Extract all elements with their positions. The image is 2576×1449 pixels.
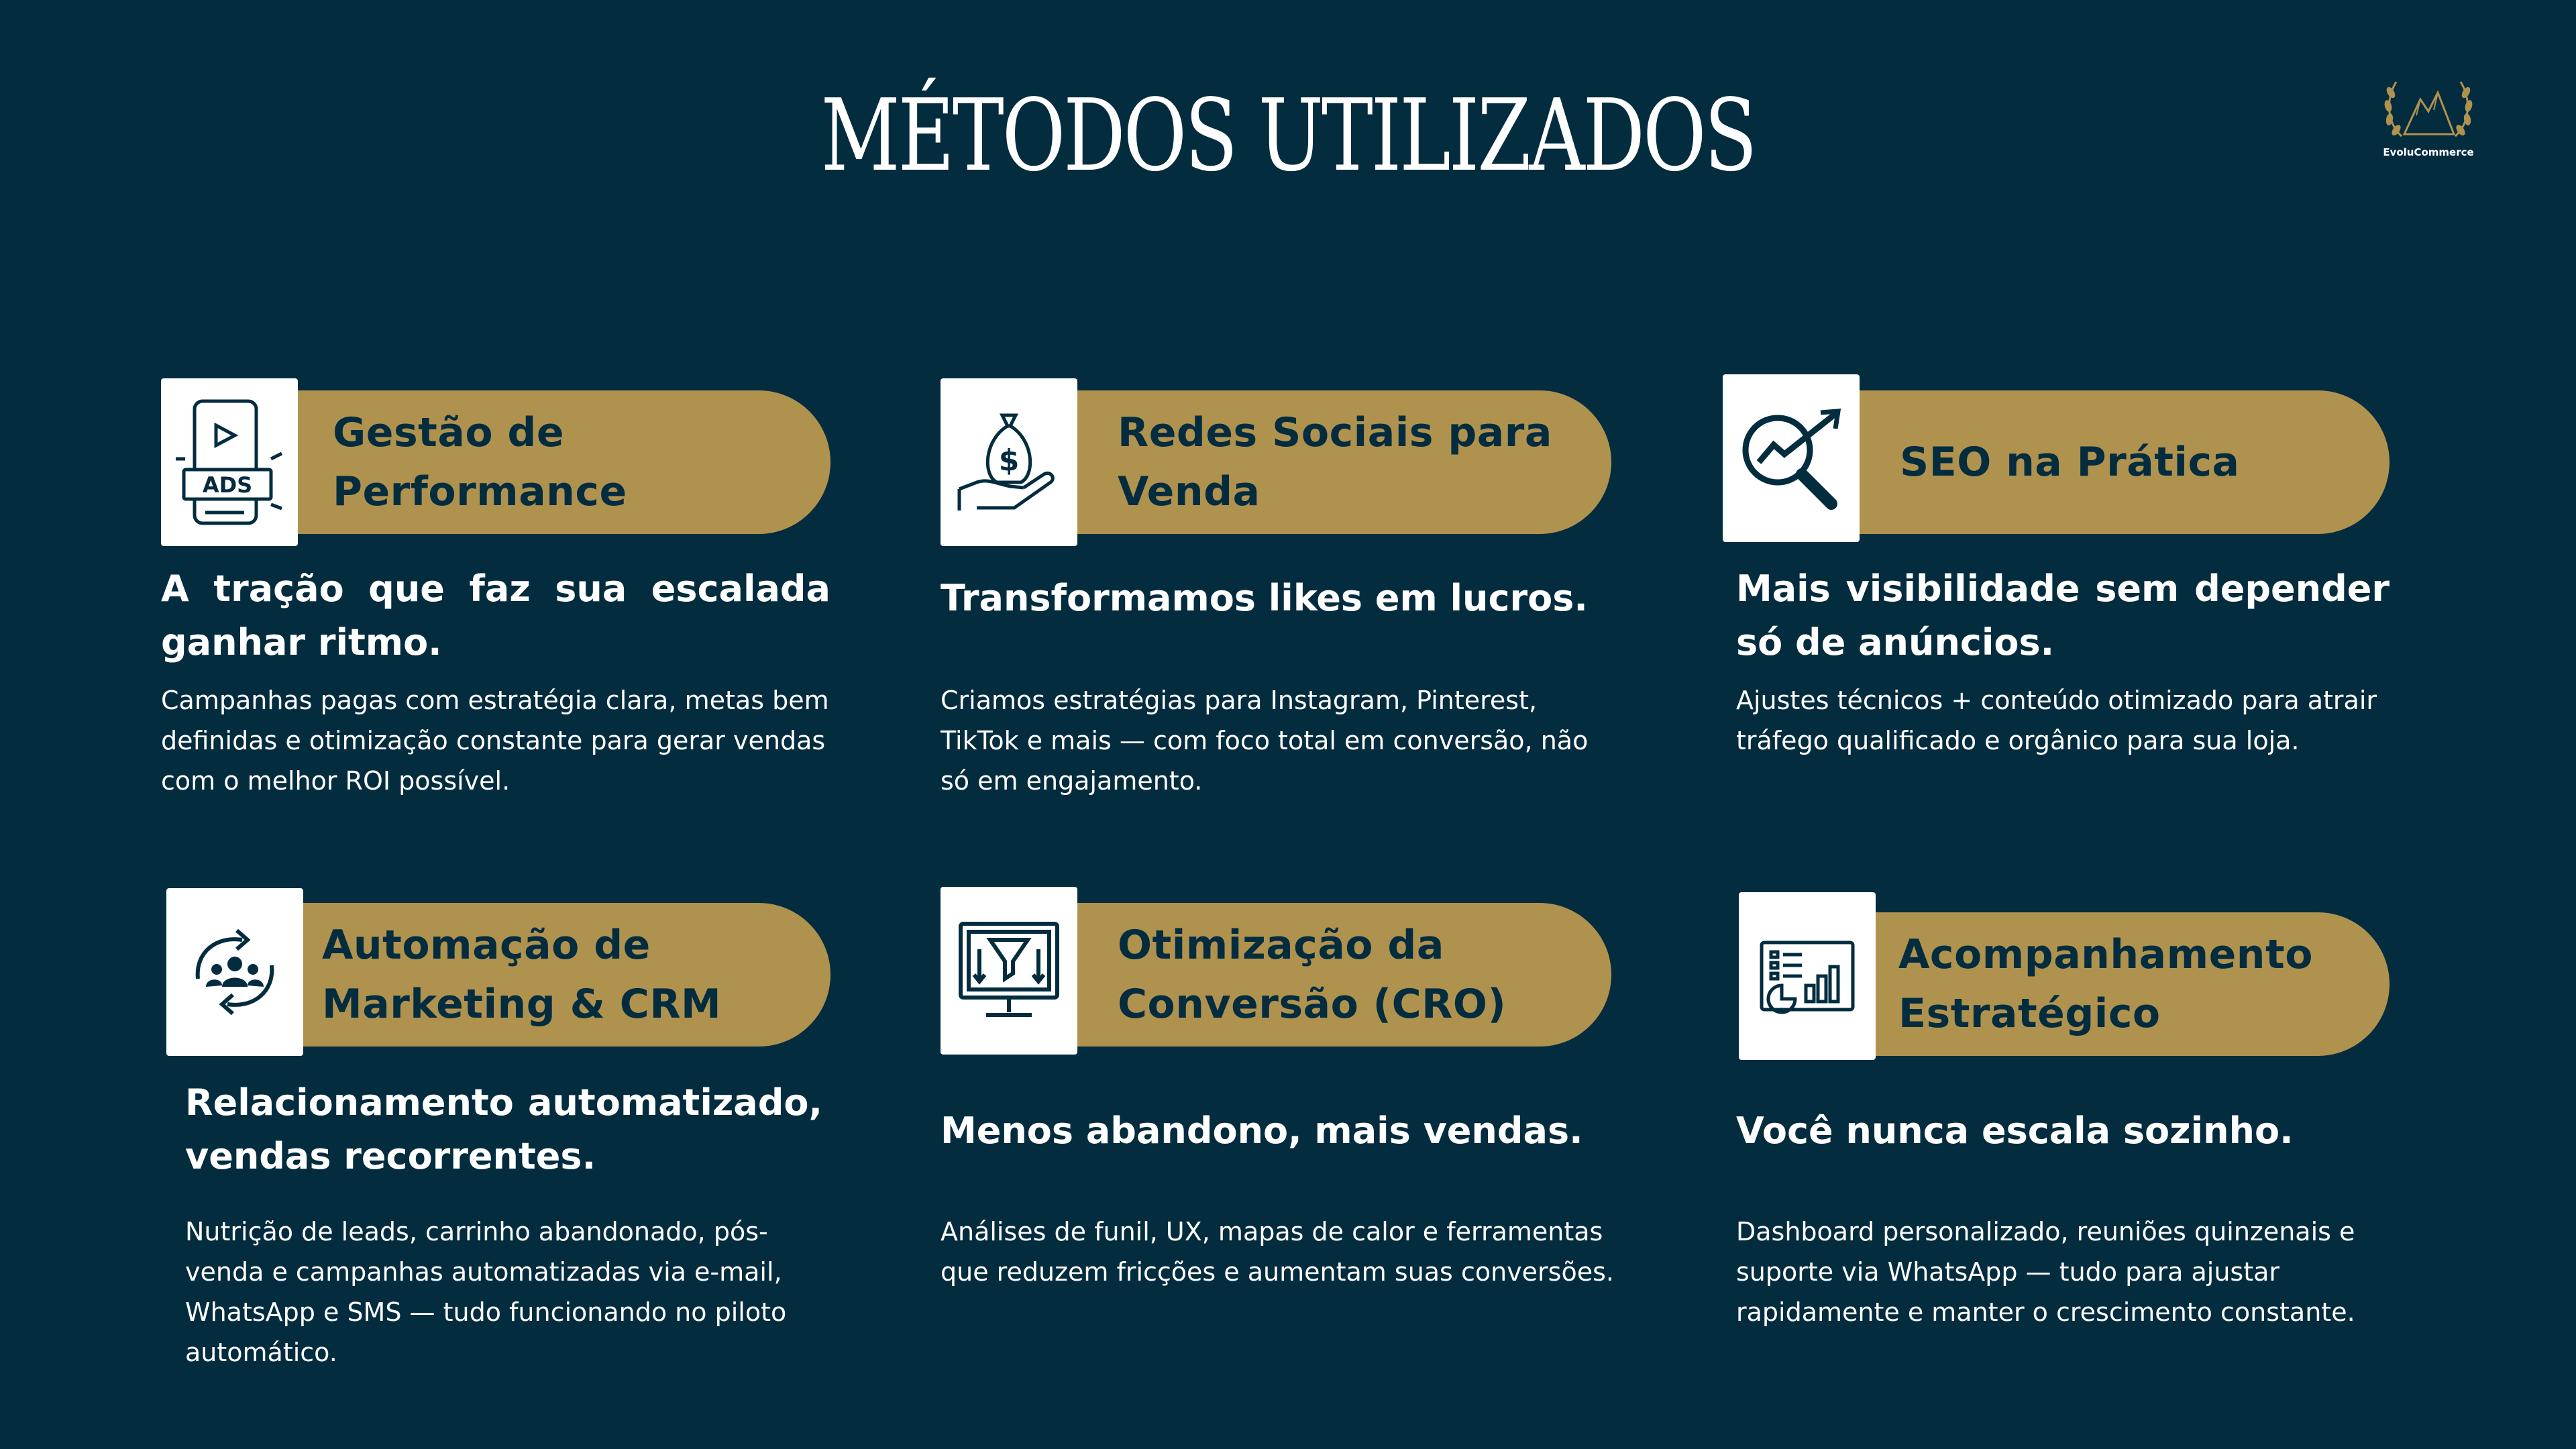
brand-name: EvoluCommerce (2383, 146, 2474, 158)
svg-text:$: $ (998, 443, 1020, 478)
card-subtitle: Mais visibilidade sem depender só de anúncios. (1736, 568, 2390, 663)
automation-cycle-icon (178, 912, 292, 1032)
card-title: Otimização da Conversão (CRO) (1118, 922, 1507, 1028)
card-description: Campanhas pagas com estratégia clara, metas bem definidas e otimização constante para gerar vendas com o melhor ROI possível. (161, 686, 829, 796)
card-subtitle: Relacionamento automatizado, vendas recorrentes. (185, 1081, 822, 1177)
page-title: MÉTODOS UTILIZADOS (820, 78, 1756, 193)
card-title: Acompanhamento Estratégico (1898, 931, 2313, 1037)
card-subtitle: Menos abandono, mais vendas. (941, 1110, 1583, 1152)
brand-logo (2375, 72, 2482, 166)
card-title: SEO na Prática (1900, 439, 2240, 486)
svg-text:ADS: ADS (202, 472, 253, 498)
card-icon-box (941, 887, 1077, 1055)
card-description: Nutrição de leads, carrinho abandonado, pós-venda e campanhas automatizadas via e-mail, WhatsApp e SMS — tudo funcionando no piloto automático. (185, 1217, 787, 1367)
card-description: Criamos estratégias para Instagram, Pinterest, TikTok e mais — com foco total em conversão, não só em engajamento. (941, 686, 1589, 796)
card-description: Análises de funil, UX, mapas de calor e ferramentas que reduzem fricções e aumentam suas conversões. (941, 1217, 1614, 1287)
card-title: Automação de Marketing & CRM (322, 922, 722, 1028)
card-description: Ajustes técnicos + conteúdo otimizado para atrair tráfego qualificado e orgânico para sua loja. (1736, 686, 2377, 755)
ads-phone-icon (170, 392, 288, 533)
card-icon-box (166, 888, 303, 1056)
money-bag-hand-icon (950, 395, 1068, 529)
laurel-mountain-icon (2381, 72, 2475, 145)
card-icon-box (161, 378, 298, 546)
card-title: Redes Sociais para Venda (1118, 409, 1552, 515)
card-subtitle: A tração que faz sua escalada ganhar ritmo. (161, 568, 830, 663)
seo-magnifier-icon (1731, 398, 1851, 519)
card-icon-box (1723, 374, 1860, 542)
card-subtitle: Você nunca escala sozinho. (1736, 1110, 2294, 1152)
funnel-monitor-icon (950, 910, 1068, 1031)
card-icon-box (941, 378, 1077, 546)
card-description: Dashboard personalizado, reuniões quinzenais e suporte via WhatsApp — tudo para ajustar rapidamente e manter o crescimento constante. (1736, 1217, 2355, 1327)
card-subtitle: Transformamos likes em lucros. (941, 577, 1588, 619)
card-title: Gestão de Performance (333, 409, 627, 515)
card-icon-box (1739, 892, 1876, 1060)
dashboard-chart-icon (1748, 922, 1866, 1030)
